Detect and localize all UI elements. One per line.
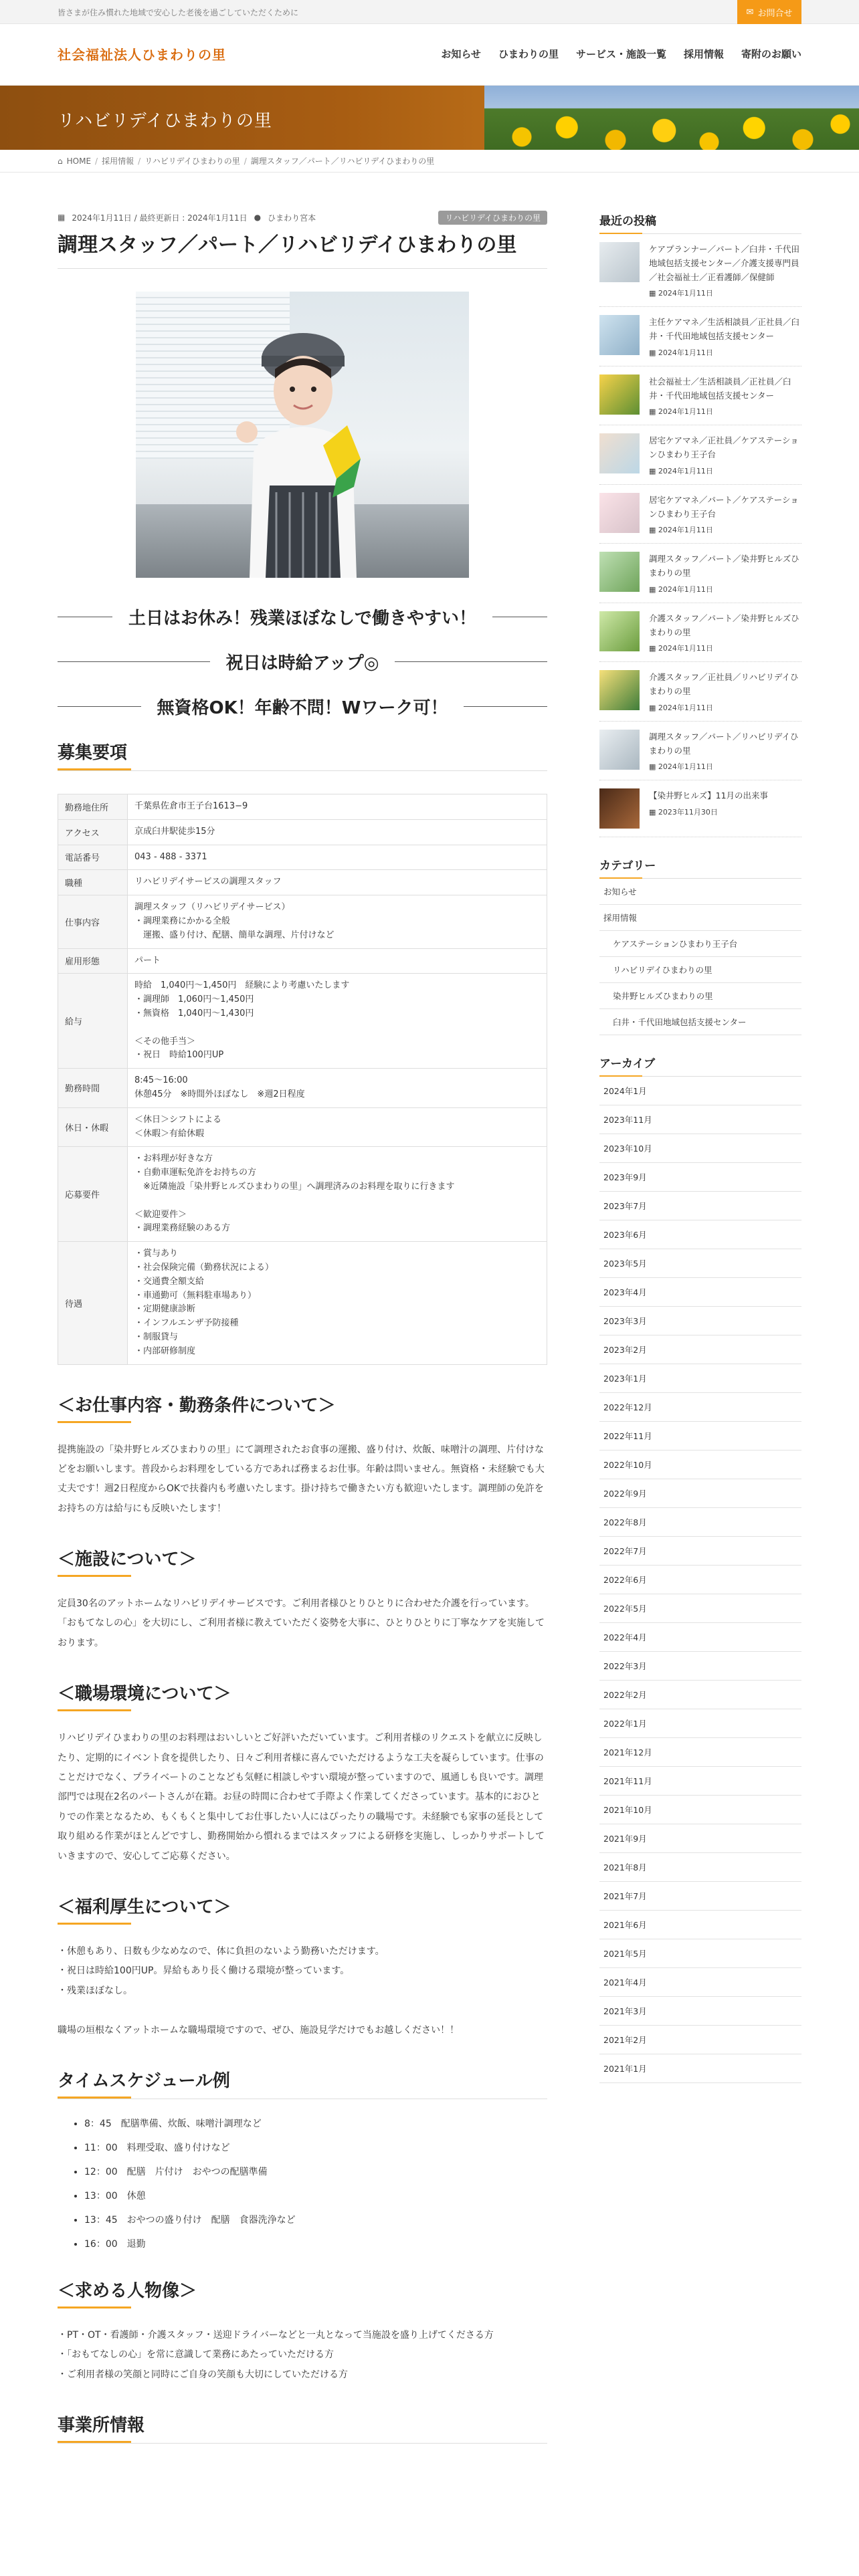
section-schedule <box>58 2067 547 2250</box>
recent-post-title[interactable]: 介護スタッフ／正社員／リハビリデイひまわりの里 <box>649 672 799 696</box>
recent-post-title[interactable]: 主任ケアマネ／生活相談員／正社員／臼井・千代田地域包括支援センター <box>649 317 800 341</box>
recent-post-title[interactable]: 居宅ケアマネ／パート／ケアステーションひまわり王子台 <box>649 494 799 519</box>
date-text: 2024年1月11日 <box>658 703 713 712</box>
requirements-heading: 募集要項 <box>58 739 547 771</box>
recent-post-date <box>649 643 801 653</box>
recent-post-date <box>649 807 801 817</box>
breadcrumb <box>0 150 859 173</box>
breadcrumb-home[interactable]: HOME <box>66 156 92 166</box>
category-list <box>599 879 801 1035</box>
date-text: 2024年1月11日 <box>658 762 713 772</box>
sidebar <box>599 211 801 2083</box>
calendar-icon: ▦ <box>58 213 66 222</box>
archive-item[interactable]: 2021年1月 <box>599 2054 801 2083</box>
recent-posts-heading: 最近の投稿 <box>599 211 801 234</box>
requirements-label: 職種 <box>58 870 128 895</box>
post-meta <box>58 211 547 223</box>
requirements-label: 勤務地住所 <box>58 794 128 820</box>
recent-post-info <box>649 670 801 713</box>
archive-item[interactable]: 2023年6月 <box>599 1220 801 1249</box>
archive-item[interactable]: 2023年5月 <box>599 1249 801 1278</box>
calendar-icon: ▦ <box>649 808 658 817</box>
breadcrumb-category[interactable]: リハビリデイひまわりの里 <box>145 156 240 166</box>
schedule-item: • 12：00 配膳 片付け おやつの配膳準備 <box>84 2165 547 2178</box>
post-author[interactable]: ひまわり宮本 <box>268 213 316 223</box>
requirements-value: ＜休日＞シフトによる ＜休暇＞有給休暇 <box>128 1107 547 1147</box>
recent-post-info <box>649 730 801 772</box>
category-item[interactable]: 染井野ヒルズひまわりの里 <box>599 983 801 1009</box>
calendar-icon: ▦ <box>649 466 658 475</box>
section-environment <box>58 1680 547 1866</box>
date-text: 2024年1月11日 <box>658 289 713 298</box>
nav-news[interactable]: お知らせ <box>441 48 481 60</box>
requirements-value: ・賞与あり ・社会保険完備（勤務状況による） ・交通費全額支給 ・車通勤可（無料駐車場あり） ・定期健康診断 ・インフルエンザ予防接種 ・制服貸与 ・内部研修制度 <box>128 1242 547 1364</box>
archive-item[interactable]: 2023年4月 <box>599 1278 801 1307</box>
requirements-value: ・お料理が好きな方 ・自動車運転免許をお持ちの方 ※近隣施設「染井野ヒルズひまわりの里」へ調理済みのお料理を取りに行きます ＜歓迎要件＞ ・調理業務経験のある方 <box>128 1147 547 1242</box>
cook-illustration <box>223 312 383 578</box>
archive-item[interactable]: 2023年3月 <box>599 1307 801 1335</box>
archive-item[interactable]: 2021年7月 <box>599 1882 801 1911</box>
site-header <box>0 24 859 86</box>
section-office <box>58 2411 547 2444</box>
date-text: 2024年1月11日 <box>658 466 713 475</box>
lead-line: 無資格OK！年齢不問！Wワーク可！ <box>58 694 547 719</box>
archive-item[interactable]: 2023年11月 <box>599 1105 801 1134</box>
section-body: 提携施設の「染井野ヒルズひまわりの里」にて調理されたお食事の運搬、盛り付け、炊飯、味噌汁の調理、片付けなどをお願いします。普段からお料理をしている方であれば務まるお仕事。年齢は問いません。無資格・未経験でも大丈夫です！週2日程度からOKで扶養内も考慮いたします。掛け持ちで働きたい方も歓迎いたします。調理師の免許をお持ちの方は給与にも反映いたします！ <box>58 1444 545 1514</box>
requirements-row <box>58 1147 547 1242</box>
archive-list <box>599 1077 801 2083</box>
requirements-label: 仕事内容 <box>58 895 128 948</box>
archive-item[interactable]: 2021年8月 <box>599 1853 801 1882</box>
category-item[interactable]: お知らせ <box>599 879 801 905</box>
requirements-row <box>58 1242 547 1364</box>
global-nav <box>441 47 801 61</box>
category-item[interactable]: 採用情報 <box>599 905 801 931</box>
section-body: リハビリデイひまわりの里のお料理はおいしいとご好評いただいています。ご利用者様のリクエストを献立に反映したり、定期的にイベント食を提供したり、日々ご利用者様に喜んでいただけるような工夫を凝らしています。仕事のことだけでなく、プライベートのことなども気軽に相談しやすい環境が整っていますので、風通しも良いです。調理部門では現在2名のパートさんが在籍。お昼の時間に合わせて手際よく作業してくださっています。基本的におひとりでの作業となるため、もくもくと集中してお仕事したい人にはぴったりの職場です。未経験でも家事の延長として取り組める作業がほとんどですし、勤務開始から慣れるまではスタッフによる研修を実施し、しっかりサポートしていきますので、安心してご応募ください。 <box>58 1733 545 1862</box>
archive-widget <box>599 1054 801 2083</box>
post-thumbnail[interactable] <box>599 242 640 282</box>
persona-heading: ＜求める人物像＞ <box>58 2277 547 2309</box>
requirements-value: 8:45〜16:00 休憩45分 ※時間外ほぼなし ※週2日程度 <box>128 1069 547 1108</box>
requirements-row <box>58 1107 547 1147</box>
requirements-value: 調理スタッフ（リハビリデイサービス） ・調理業務にかかる全般 運搬、盛り付け、配膳、簡単な調理、片付けなど <box>128 895 547 948</box>
recent-post-title[interactable]: 調理スタッフ／パート／染井野ヒルズひまわりの里 <box>649 554 799 578</box>
requirements-value: 京成臼井駅徒歩15分 <box>128 819 547 845</box>
requirements-row <box>58 845 547 870</box>
nav-recruit[interactable]: 採用情報 <box>683 48 724 60</box>
page-hero <box>0 86 859 150</box>
archive-item[interactable]: 2023年10月 <box>599 1134 801 1163</box>
archive-item[interactable]: 2024年1月 <box>599 1077 801 1105</box>
recent-post-info <box>649 788 801 829</box>
category-item[interactable]: ケアステーションひまわり王子台 <box>599 931 801 957</box>
requirements-table <box>58 794 547 1365</box>
recent-post-item[interactable] <box>599 780 801 837</box>
recent-post-item[interactable] <box>599 366 801 426</box>
date-text: 2024年1月11日 <box>658 526 713 535</box>
requirements-label: 応募要件 <box>58 1147 128 1242</box>
recent-post-item[interactable] <box>599 603 801 663</box>
sunflower-field-image <box>484 86 859 150</box>
archive-item[interactable]: 2021年4月 <box>599 1968 801 1997</box>
archive-item[interactable]: 2021年11月 <box>599 1767 801 1796</box>
section-heading: ＜施設について＞ <box>58 1545 547 1577</box>
section-work <box>58 1392 547 1519</box>
archive-item[interactable]: 2021年2月 <box>599 2026 801 2054</box>
section-persona <box>58 2277 547 2385</box>
recent-post-info <box>649 315 801 358</box>
mail-icon: ✉ <box>746 7 754 17</box>
main-content <box>58 211 547 2444</box>
archive-item[interactable]: 2022年4月 <box>599 1623 801 1652</box>
archive-item[interactable]: 2021年12月 <box>599 1738 801 1767</box>
recent-post-date <box>649 584 801 595</box>
recent-post-item[interactable] <box>599 544 801 603</box>
archive-item[interactable]: 2022年1月 <box>599 1709 801 1738</box>
section-benefits <box>58 1893 547 2040</box>
requirements-label: 休日・休暇 <box>58 1107 128 1147</box>
section-heading: ＜職場環境について＞ <box>58 1680 547 1711</box>
calendar-icon: ▦ <box>649 526 658 535</box>
recent-post-date <box>649 524 801 535</box>
archive-heading: アーカイブ <box>599 1054 801 1077</box>
recent-post-info <box>649 552 801 595</box>
recent-post-date <box>649 347 801 358</box>
post-thumbnail[interactable] <box>599 315 640 355</box>
post-thumbnail[interactable] <box>599 788 640 829</box>
post-thumbnail[interactable] <box>599 433 640 473</box>
category-badge[interactable]: リハビリデイひまわりの里 <box>438 211 547 225</box>
archive-item[interactable]: 2021年3月 <box>599 1997 801 2026</box>
section-heading: ＜福利厚生について＞ <box>58 1893 547 1925</box>
requirements-row <box>58 974 547 1069</box>
recent-posts-list <box>599 234 801 837</box>
section-body: 定員30名のアットホームなリハビリデイサービスです。ご利用者様ひとりひとりに合わせた介護を行っています。「おもてなしの心」を大切にし、ご利用者様に教えていただく姿勢を大事に、ひとりひとりに丁寧なケアを実施しております。 <box>58 1598 545 1648</box>
recent-post-title[interactable]: ケアプランナー／パート／臼井・千代田地域包括支援センター／介護支援専門員／社会福祉士／正看護師／保健師 <box>649 244 800 282</box>
requirements-value: 時給 1,040円〜1,450円 経験により考慮いたします ・調理師 1,060円〜1,450円 ・無資格 1,040円〜1,430円 ＜その他手当＞ ・祝日 時給100円UP <box>128 974 547 1069</box>
recent-post-date <box>649 702 801 713</box>
archive-item[interactable]: 2022年6月 <box>599 1566 801 1594</box>
persona-body: ・PT・OT・看護師・介護スタッフ・送迎ドライバーなどと一丸となって当施設を盛り上げてくださる方 ・「おもてなしの心」を常に意識して業務にあたっていただける方 ・ご利用者様の笑顔と同時にご自身の笑顔も大切にしていただける方 <box>58 2329 494 2380</box>
calendar-icon: ▦ <box>649 762 658 772</box>
requirements-label: 電話番号 <box>58 845 128 870</box>
archive-item[interactable]: 2022年8月 <box>599 1508 801 1537</box>
recent-post-item[interactable] <box>599 425 801 485</box>
breadcrumb-recruit[interactable]: 採用情報 <box>102 156 134 166</box>
recent-post-title[interactable]: 【染井野ヒルズ】11月の出来事 <box>649 790 769 801</box>
schedule-item: • 13：00 休憩 <box>84 2189 547 2202</box>
archive-item[interactable]: 2022年9月 <box>599 1479 801 1508</box>
recent-post-title[interactable]: 社会福祉士／生活相談員／正社員／臼井・千代田地域包括支援センター <box>649 376 791 401</box>
office-heading: 事業所情報 <box>58 2411 547 2444</box>
requirements-row <box>58 1069 547 1108</box>
recent-post-info <box>649 242 801 298</box>
requirements-value: 千葉県佐倉市王子台1613−9 <box>128 794 547 820</box>
recent-post-date <box>649 288 801 298</box>
archive-item[interactable]: 2021年9月 <box>599 1824 801 1853</box>
top-bar <box>0 0 859 24</box>
lead-headlines <box>58 605 547 719</box>
recent-post-date <box>649 761 801 772</box>
archive-item[interactable]: 2023年1月 <box>599 1364 801 1393</box>
recent-post-date <box>649 465 801 476</box>
schedule-list <box>58 2117 547 2250</box>
date-text: 2024年1月11日 <box>658 407 713 417</box>
archive-item[interactable]: 2022年7月 <box>599 1537 801 1566</box>
calendar-icon: ▦ <box>649 644 658 653</box>
post-thumbnail[interactable] <box>599 552 640 592</box>
site-logo[interactable]: 社会福祉法人ひまわりの里 <box>58 47 226 63</box>
category-item[interactable]: リハビリデイひまわりの里 <box>599 957 801 983</box>
breadcrumb-separator: / <box>244 156 247 166</box>
calendar-icon: ▦ <box>649 703 658 712</box>
contact-button[interactable] <box>737 0 801 24</box>
recent-post-title[interactable]: 居宅ケアマネ／正社員／ケアステーションひまわり王子台 <box>649 435 799 459</box>
schedule-item: • 16：00 退勤 <box>84 2237 547 2250</box>
section-heading: ＜お仕事内容・勤務条件について＞ <box>58 1392 547 1423</box>
archive-item[interactable]: 2022年10月 <box>599 1451 801 1479</box>
post-thumbnail[interactable] <box>599 493 640 533</box>
date-text: 2023年11月30日 <box>658 808 718 817</box>
schedule-item: • 13：45 おやつの盛り付け 配膳 食器洗浄など <box>84 2213 547 2226</box>
requirements-label: アクセス <box>58 819 128 845</box>
nav-services[interactable]: サービス・施設一覧 <box>575 48 666 60</box>
requirements-value: リハビリデイサービスの調理スタッフ <box>128 870 547 895</box>
lead-line: 祝日は時給アップ◎ <box>58 649 547 674</box>
home-icon: ⌂ <box>58 156 63 166</box>
nav-about[interactable]: ひまわりの里 <box>498 48 559 60</box>
archive-item[interactable]: 2021年6月 <box>599 1911 801 1939</box>
requirements-value: パート <box>128 948 547 974</box>
requirements-row <box>58 948 547 974</box>
archive-item[interactable]: 2022年2月 <box>599 1681 801 1709</box>
requirements-label: 雇用形態 <box>58 948 128 974</box>
archive-item[interactable]: 2022年5月 <box>599 1594 801 1623</box>
post-thumbnail[interactable] <box>599 374 640 415</box>
cook-staff-photo <box>136 292 469 578</box>
calendar-icon: ▦ <box>649 289 658 298</box>
recent-post-info <box>649 611 801 654</box>
schedule-heading: タイムスケジュール例 <box>58 2067 547 2099</box>
archive-item[interactable]: 2022年11月 <box>599 1422 801 1451</box>
lead-line: 土日はお休み！残業ほぼなしで働きやすい！ <box>58 605 547 629</box>
requirements-label: 勤務時間 <box>58 1069 128 1108</box>
categories-widget <box>599 856 801 1035</box>
archive-item[interactable]: 2021年10月 <box>599 1796 801 1824</box>
archive-item[interactable]: 2022年12月 <box>599 1393 801 1422</box>
post-thumbnail[interactable] <box>599 611 640 651</box>
date-text: 2024年1月11日 <box>658 348 713 357</box>
archive-item[interactable]: 2023年9月 <box>599 1163 801 1192</box>
schedule-item: • 11：00 料理受取、盛り付けなど <box>84 2141 547 2154</box>
post-date: 2024年1月11日 / 最終更新日 : 2024年1月11日 <box>72 213 248 223</box>
requirements-row <box>58 870 547 895</box>
breadcrumb-separator: / <box>95 156 98 166</box>
post-thumbnail[interactable] <box>599 730 640 770</box>
recent-post-title[interactable]: 調理スタッフ／パート／リハビリデイひまわりの里 <box>649 731 799 756</box>
calendar-icon: ▦ <box>649 348 658 357</box>
recent-post-item[interactable] <box>599 234 801 307</box>
requirements-label: 給与 <box>58 974 128 1069</box>
post-thumbnail[interactable] <box>599 670 640 710</box>
section-body: ・休憩もあり、日数も少なめなので、体に負担のないよう勤務いただけます。 ・祝日は時給100円UP。昇給もあり長く働ける環境が整っています。 ・残業ほぼなし。 職場の垣根なくアットホームな職場環境ですので、ぜひ、施設見学だけでもお越しください！！ <box>58 1945 460 2036</box>
recent-post-item[interactable] <box>599 722 801 781</box>
recent-post-item[interactable] <box>599 485 801 544</box>
category-item[interactable]: 臼井・千代田地域包括支援センター <box>599 1009 801 1035</box>
recent-post-info <box>649 493 801 536</box>
hero-title: リハビリデイひまわりの里 <box>58 111 272 131</box>
breadcrumb-separator: / <box>138 156 141 166</box>
archive-item[interactable]: 2021年5月 <box>599 1939 801 1968</box>
recent-post-item[interactable] <box>599 307 801 366</box>
recent-post-info <box>649 433 801 476</box>
requirements-row <box>58 895 547 948</box>
requirements-row <box>58 794 547 820</box>
requirements-row <box>58 819 547 845</box>
archive-item[interactable]: 2023年2月 <box>599 1335 801 1364</box>
requirements-value: 043 - 488 - 3371 <box>128 845 547 870</box>
contact-label: お問合せ <box>757 8 793 19</box>
recent-post-title[interactable]: 介護スタッフ／パート／染井野ヒルズひまわりの里 <box>649 613 799 637</box>
date-text: 2024年1月11日 <box>658 584 713 594</box>
schedule-item: • 8：45 配膳準備、炊飯、味噌汁調理など <box>84 2117 547 2130</box>
recent-post-info <box>649 374 801 417</box>
requirements-label: 待遇 <box>58 1242 128 1364</box>
calendar-icon: ▦ <box>649 407 658 417</box>
nav-donation[interactable]: 寄附のお願い <box>741 48 801 60</box>
calendar-icon: ▦ <box>649 584 658 594</box>
recent-post-date <box>649 406 801 417</box>
date-text: 2024年1月11日 <box>658 644 713 653</box>
archive-item[interactable]: 2023年7月 <box>599 1192 801 1220</box>
categories-heading: カテゴリー <box>599 856 801 879</box>
breadcrumb-current: 調理スタッフ／パート／リハビリデイひまわりの里 <box>250 156 435 166</box>
post-title: 調理スタッフ／パート／リハビリデイひまわりの里 <box>58 230 547 269</box>
site-tagline: 皆さまが住み慣れた地域で安心した老後を過ごしていただくために <box>58 8 299 17</box>
section-facility <box>58 1545 547 1653</box>
recent-post-item[interactable] <box>599 662 801 722</box>
user-icon: ● <box>254 213 262 222</box>
archive-item[interactable]: 2022年3月 <box>599 1652 801 1681</box>
